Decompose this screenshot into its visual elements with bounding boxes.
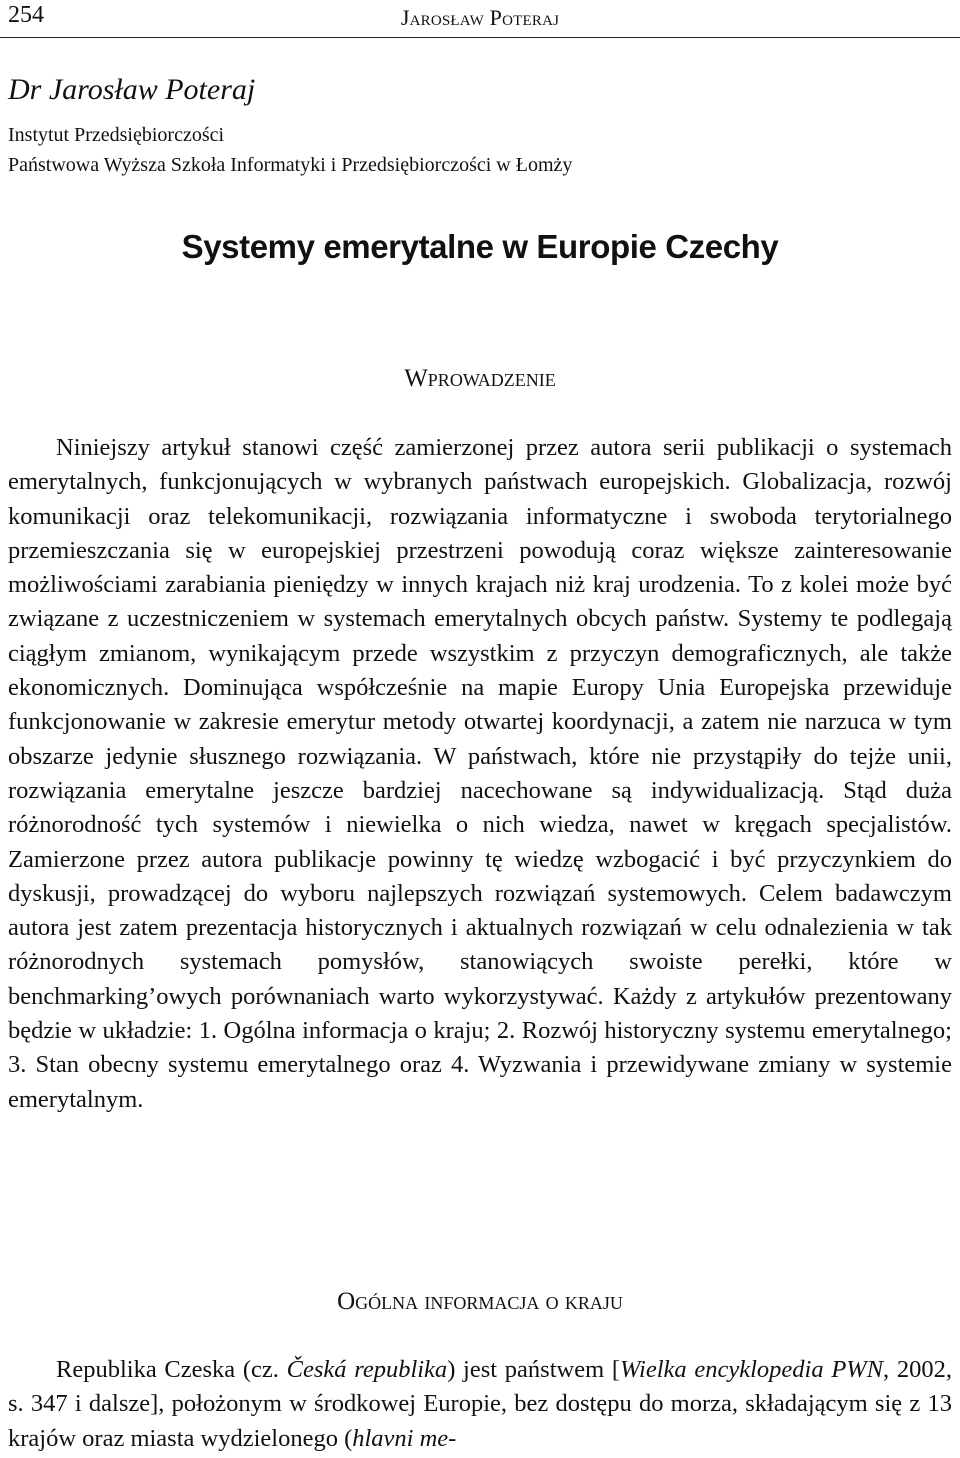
running-head: Jarosław Poteraj: [400, 5, 560, 30]
affiliation-university: Państwowa Wyższa Szkoła Informatyki i Przedsiębiorczości w Łomży: [8, 154, 573, 176]
page-header: [0, 0, 960, 38]
country-text-1: Republika Czeska (cz.: [56, 1356, 287, 1383]
section-heading-country-info: Ogólna informacja o kraju: [337, 1288, 623, 1315]
section-heading-introduction: Wprowadzenie: [404, 365, 556, 392]
country-info-paragraph: [8, 1353, 952, 1456]
country-text-2: ) jest państwem [: [447, 1356, 620, 1383]
affiliation-institute: Instytut Przedsiębiorczości: [8, 124, 225, 146]
author-name: Dr Jarosław Poteraj: [8, 73, 256, 106]
introduction-paragraph: Niniejszy artykuł stanowi część zamierzonej przez autora serii publikacji o systemach emerytalnych, funkcjonujących w wybranych państwach europejskich. Globalizacja, rozwój komunikacji oraz telekomunikacji, rozwiązania informatyczne i swoboda terytorialnego przemieszczania się w europejskiej przestrzeni powodują coraz większe zainteresowanie możliwościami zarabiania pieniędzy w innych krajach niż kraj urodzenia. To z kolei może być związane z uczestniczeniem w systemach emerytalnych obcych państw. Systemy te podlegają ciągłym zmianom, wynikającym przede wszystkim z przyczyn demograficznych, ale także ekonomicznych. Dominująca współcześnie na mapie Europy Unia Europejska przewiduje funkcjonowanie w zakresie emerytur metody otwartej koordynacji, a zatem nie narzuca w tym obszarze jedynie słusznego rozwiązania. W państwach, które nie przystąpiły do tejże unii, rozwiązania emerytalne jeszcze bardziej nacechowane są indywidualizacją. Stąd duża różnorodność tych systemów i niewielka o nich wiedza, nawet w kręgach specjalistów. Zamierzone przez autora publikacje powinny tę wiedzę wzbogacić i być przyczynkiem do dyskusji, prowadzącej do wyboru najlepszych rozwiązań systemowych. Celem badawczym autora jest zatem prezentacja historycznych i aktualnych rozwiązań w celu odnalezienia w tak różnorodnych systemach pomysłów, stanowiących swoiste perełki, które w benchmarking’owych porównaniach warto wykorzystywać. Każdy z artykułów prezentowany będzie w układzie: 1. Ogólna informacja o kraju; 2. Rozwój historyczny systemu emerytalnego; 3. Stan obecny systemu emerytalnego oraz 4. Wyzwania i przewidywane zmiany w systemie emerytalnym.: [8, 434, 952, 1113]
page-number: 254: [8, 2, 44, 28]
country-name-czech: Česká republika: [286, 1356, 448, 1383]
article-title: Systemy emerytalne w Europie Czechy: [181, 228, 779, 265]
country-text-italic-end: hlavni me-: [352, 1424, 457, 1452]
country-text-3: , 2002, s. 347 i dalsze], położonym w środkowej Europie, bez dostępu do morza, składającym się z 13 krajów oraz miasta wydzielonego (: [8, 1356, 953, 1452]
header-rule: [0, 37, 960, 38]
citation-source: Wielka encyklopedia PWN: [620, 1356, 884, 1383]
